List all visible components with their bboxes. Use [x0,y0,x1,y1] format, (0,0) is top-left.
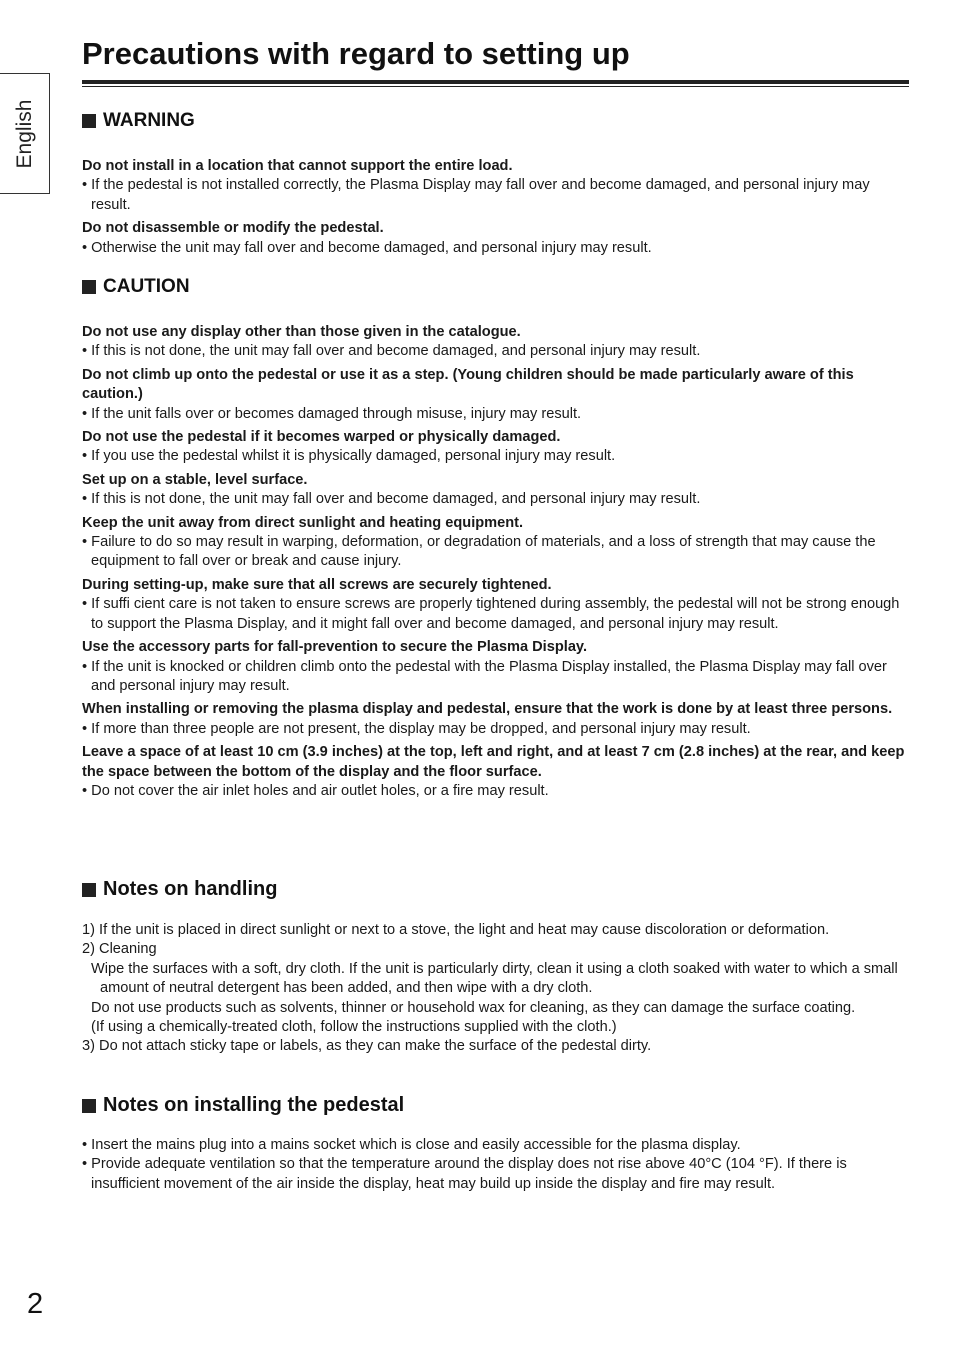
caution-label-1: Do not use any display other than those given in the catalogue. [82,324,521,340]
warning-label-1: Do not install in a location that cannot support the entire load. [82,158,513,174]
caution-heading [82,276,190,298]
caution-text-1: • If this is not done, the unit may fall over and become damaged, and personal injury may result. [82,343,701,360]
square-bullet-icon [82,114,96,128]
page-number: 2 [27,1288,44,1320]
caution-text-6: • If suffi cient care is not taken to ensure screws are properly tightened during assembly, the pedestal will not be strong enough to support the Plasma Display, and it might fall over and become damaged, and personal injury may result. [82,596,900,632]
handling-item-2-paragraph-3: (If using a chemically-treated cloth, follow the instructions supplied with the cloth.) [91,1019,617,1036]
warning-section [82,157,912,258]
warning-text-2: • Otherwise the unit may fall over and become damaged, and personal injury may result. [82,239,652,256]
installing-section [82,1136,912,1194]
caution-label-6: During setting-up, make sure that all screws are securely tightened. [82,576,552,593]
caution-label-4: Set up on a stable, level surface. [82,471,308,488]
caution-label-9: Leave a space of at least 10 cm (3.9 inches) at the top, left and right, and at least 7 cm (2.8 inches) at the rear, and keep the space between the bottom of the display and the floor surface. [82,744,905,780]
handling-item-2-paragraph-2: Do not use products such as solvents, thinner or household wax for cleaning, as they can damage the surface coating. [91,999,856,1016]
caution-label-5: Keep the unit away from direct sunlight and heating equipment. [82,514,524,531]
warning-label-2: Do not disassemble or modify the pedestal. [82,220,384,237]
handling-heading [82,878,277,901]
handling-item-1: 1) If the unit is placed in direct sunlight or next to a stove, the light and heat may cause discoloration or deformation. [82,922,830,938]
handling-item-2-paragraph-1: Wipe the surfaces with a soft, dry cloth. If the unit is particularly dirty, clean it using a cloth soaked with water to which a small amount of neutral detergent has been added, and then wipe with a dry cloth. [91,960,898,997]
warning-text-1: • If the pedestal is not installed correctly, the Plasma Display may fall over and become damaged, and personal injury may result. [82,177,870,213]
caution-label-7: Use the accessory parts for fall-prevention to secure the Plasma Display. [82,639,588,656]
caution-label-3: Do not use the pedestal if it becomes warped or physically damaged. [82,429,561,446]
caution-section [82,323,912,801]
handling-item-2-title: 2) Cleaning [82,941,157,958]
square-bullet-icon [82,883,96,897]
caution-text-7: • If the unit is knocked or children climb onto the pedestal with the Plasma Display installed, the Plasma Display may fall over and personal injury may result. [82,658,887,694]
installing-heading-label: Notes on installing the pedestal [103,1094,405,1116]
page-title: Precautions with regard to setting up [82,36,630,71]
installing-bullet-2: • Provide adequate ventilation so that the temperature around the display does not rise above 40°C (104 °F). If there is insufficient movement of the air inside the display, heat may build up inside the display and fire may result. [82,1156,847,1192]
warning-heading-label: WARNING [103,110,195,131]
caution-text-3: • If you use the pedestal whilst it is physically damaged, personal injury may result. [82,448,616,465]
installing-bullet-1: • Insert the mains plug into a mains socket which is close and easily accessible for the plasma display. [82,1137,741,1153]
warning-heading [82,110,195,132]
language-tab [0,73,50,194]
square-bullet-icon [82,1099,96,1113]
caution-heading-label: CAUTION [103,276,190,297]
title-rule-thin [82,86,909,87]
language-tab-label: English [12,99,36,168]
caution-label-2: Do not climb up onto the pedestal or use it as a step. (Young children should be made particularly aware of this caution.) [82,366,854,403]
installing-heading [82,1094,404,1117]
square-bullet-icon [82,280,96,294]
caution-text-5: • Failure to do so may result in warping, deformation, or degradation of materials, and a loss of strength that may cause the equipment to fall over or break and cause injury. [82,534,876,570]
caution-text-4: • If this is not done, the unit may fall over and become damaged, and personal injury may result. [82,491,701,508]
caution-text-2: • If the unit falls over or becomes damaged through misuse, injury may result. [82,405,582,422]
caution-label-8: When installing or removing the plasma display and pedestal, ensure that the work is done by at least three persons. [82,701,893,718]
title-rule-thick [82,80,909,84]
caution-text-8: • If more than three people are not present, the display may be dropped, and personal injury may result. [82,720,751,737]
handling-section [82,921,912,1057]
handling-item-3: 3) Do not attach sticky tape or labels, as they can make the surface of the pedestal dirty. [82,1038,652,1055]
handling-heading-label: Notes on handling [103,878,278,900]
caution-text-9: • Do not cover the air inlet holes and air outlet holes, or a fire may result. [82,782,549,799]
